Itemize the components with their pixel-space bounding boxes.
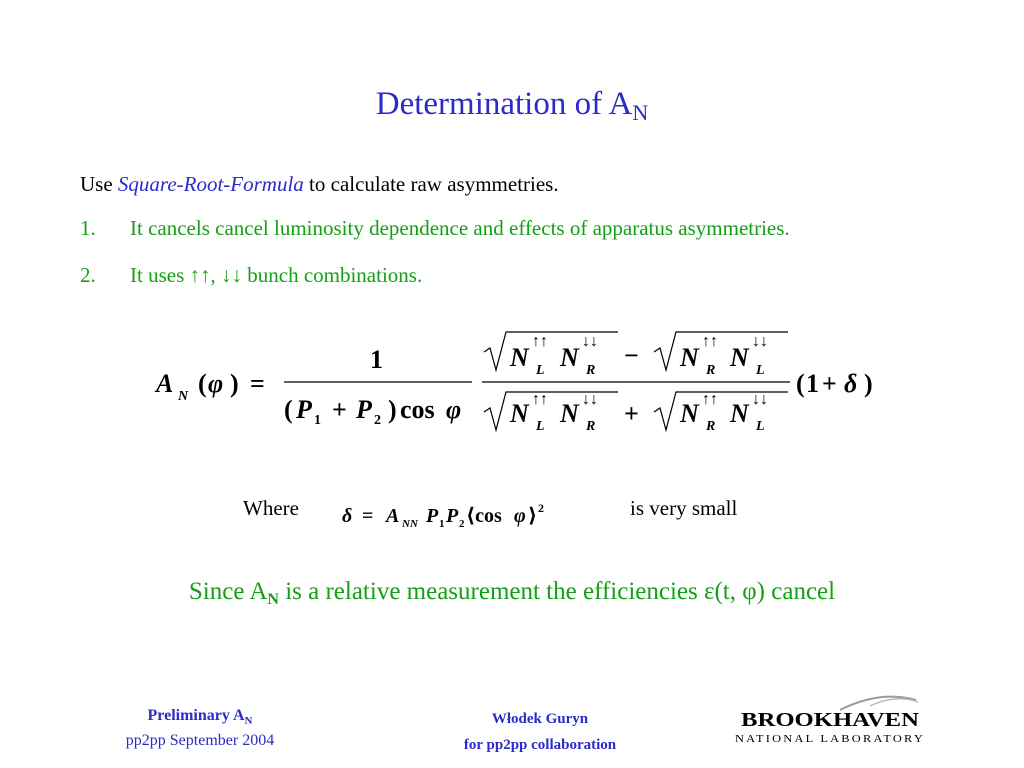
footer-left-title-subscript: N bbox=[244, 715, 253, 728]
intro-suffix: to calculate raw asymmetries. bbox=[303, 172, 559, 196]
svg-text:N: N bbox=[680, 399, 699, 428]
svg-text:N: N bbox=[560, 399, 579, 428]
where-label: Where bbox=[243, 496, 299, 520]
svg-text:N: N bbox=[510, 343, 529, 372]
footer-collaboration: for pp2pp collaboration bbox=[463, 737, 617, 753]
slide-title-text: Determination of A bbox=[375, 86, 633, 122]
main-formula bbox=[148, 322, 888, 442]
svg-text:↓↓: ↓↓ bbox=[752, 333, 768, 350]
svg-text:(: ( bbox=[796, 369, 805, 398]
footer-author: Włodek Guryn bbox=[491, 711, 589, 727]
svg-text:A: A bbox=[386, 505, 400, 527]
svg-text:1: 1 bbox=[439, 518, 445, 530]
svg-text:2: 2 bbox=[459, 518, 465, 530]
svg-text:↓↓: ↓↓ bbox=[752, 391, 768, 408]
svg-text:P: P bbox=[446, 505, 459, 527]
footer-left bbox=[80, 706, 320, 751]
slide-title bbox=[0, 86, 1024, 126]
list-item-text: It cancels cancel luminosity dependence and effects of apparatus asymmetries. bbox=[130, 216, 790, 240]
svg-text:↑↑: ↑↑ bbox=[532, 391, 548, 408]
svg-text:cos: cos bbox=[400, 395, 435, 424]
svg-text:L: L bbox=[756, 419, 765, 434]
svg-text:(: ( bbox=[198, 369, 207, 398]
svg-text:↑↑: ↑↑ bbox=[702, 391, 718, 408]
slide-title-subscript: N bbox=[632, 100, 649, 125]
intro-formula-name: Square-Root-Formula bbox=[117, 172, 304, 196]
footer-left-date: pp2pp September 2004 bbox=[125, 732, 275, 750]
svg-text:=: = bbox=[362, 505, 374, 527]
svg-text:2: 2 bbox=[374, 413, 381, 428]
svg-text:↓↓: ↓↓ bbox=[582, 333, 598, 350]
svg-text:δ: δ bbox=[844, 369, 858, 398]
svg-text:+: + bbox=[624, 399, 639, 428]
svg-text:N: N bbox=[510, 399, 529, 428]
footer-left-title-text: Preliminary A bbox=[147, 707, 245, 724]
logo-wordmark: BROOKHAVEN bbox=[741, 709, 920, 731]
small-note: is very small bbox=[630, 496, 738, 520]
svg-text:L: L bbox=[536, 363, 545, 378]
svg-text:N: N bbox=[178, 389, 189, 404]
conclusion-prefix: Since A bbox=[188, 578, 268, 605]
list-item-number: 1. bbox=[80, 216, 96, 240]
brookhaven-logo bbox=[720, 692, 940, 752]
svg-text:1: 1 bbox=[370, 345, 383, 374]
svg-text:N: N bbox=[730, 399, 749, 428]
svg-text:−: − bbox=[624, 341, 639, 370]
svg-text:+: + bbox=[822, 369, 837, 398]
svg-text:1: 1 bbox=[314, 413, 321, 428]
svg-text:=: = bbox=[250, 369, 265, 398]
svg-text:L: L bbox=[756, 363, 765, 378]
svg-text:): ) bbox=[388, 395, 397, 424]
intro-prefix: Use bbox=[80, 172, 118, 196]
list-item-text: It uses ↑↑, ↓↓ bunch combinations. bbox=[130, 263, 423, 287]
svg-text:φ: φ bbox=[446, 395, 462, 424]
svg-text:φ: φ bbox=[514, 505, 526, 527]
intro-line bbox=[80, 172, 559, 197]
svg-text:): ) bbox=[864, 369, 873, 398]
svg-text:NN: NN bbox=[402, 518, 418, 530]
svg-text:N: N bbox=[730, 343, 749, 372]
svg-text:): ) bbox=[230, 369, 239, 398]
delta-formula bbox=[340, 496, 570, 536]
svg-text:P: P bbox=[296, 395, 312, 424]
footer-left-title bbox=[80, 706, 320, 731]
footer-center bbox=[420, 706, 660, 758]
svg-text:2: 2 bbox=[538, 501, 544, 515]
svg-text:A: A bbox=[156, 369, 174, 398]
svg-text:↓↓: ↓↓ bbox=[582, 391, 598, 408]
svg-text:δ: δ bbox=[342, 505, 353, 527]
svg-text:R: R bbox=[586, 363, 596, 378]
svg-text:φ: φ bbox=[208, 369, 224, 398]
svg-text:L: L bbox=[536, 419, 545, 434]
conclusion-subscript: N bbox=[267, 591, 279, 608]
conclusion-line bbox=[0, 578, 1024, 609]
svg-text:⟨cos: ⟨cos bbox=[466, 505, 502, 527]
svg-text:P: P bbox=[356, 395, 372, 424]
svg-text:↑↑: ↑↑ bbox=[532, 333, 548, 350]
svg-text:R: R bbox=[586, 419, 596, 434]
svg-text:(: ( bbox=[284, 395, 293, 424]
svg-text:N: N bbox=[680, 343, 699, 372]
svg-text:R: R bbox=[706, 419, 716, 434]
svg-text:+: + bbox=[332, 395, 347, 424]
svg-text:⟩: ⟩ bbox=[528, 505, 538, 527]
list-item-number: 2. bbox=[80, 263, 96, 287]
svg-text:N: N bbox=[560, 343, 579, 372]
svg-text:R: R bbox=[706, 363, 716, 378]
conclusion-suffix: is a relative measurement the efficiencies ε(t, φ) cancel bbox=[278, 578, 836, 605]
logo-subtitle: NATIONAL LABORATORY bbox=[735, 733, 925, 745]
svg-text:↑↑: ↑↑ bbox=[702, 333, 718, 350]
svg-text:P: P bbox=[426, 505, 439, 527]
svg-text:1: 1 bbox=[806, 369, 819, 398]
